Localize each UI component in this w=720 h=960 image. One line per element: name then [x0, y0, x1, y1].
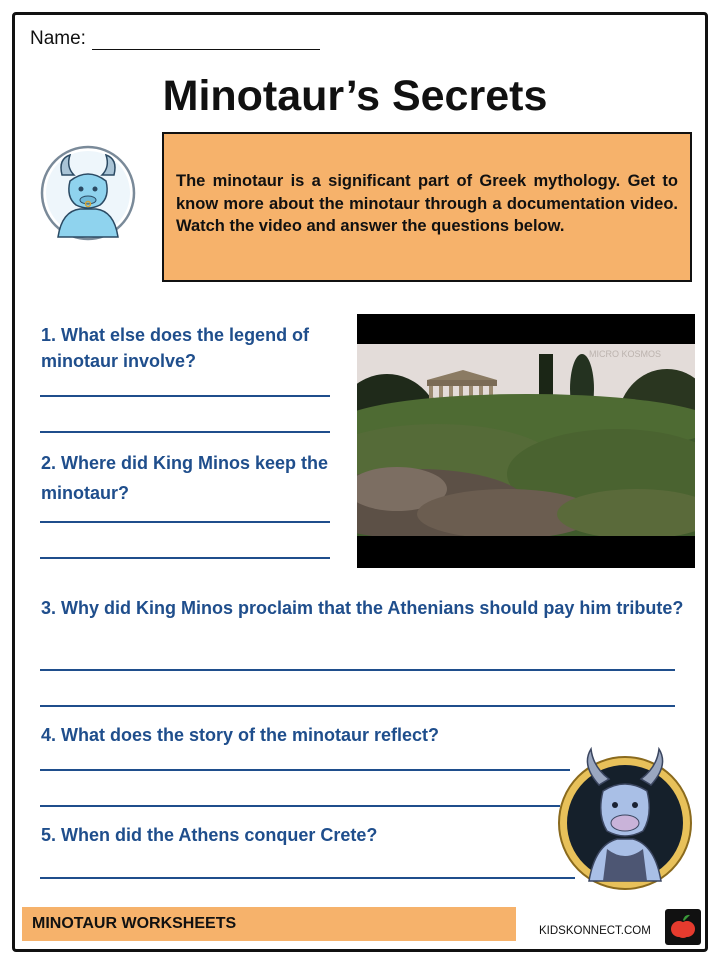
- answer-line[interactable]: [40, 769, 570, 771]
- question-2: 2. Where did King Minos keep the minotaur?: [41, 453, 329, 503]
- name-field[interactable]: [30, 28, 320, 50]
- intro-text: The minotaur is a significant part of Greek mythology. Get to know more about the minotaur through a documentation video. Watch the video and answer the questions below.: [176, 172, 678, 235]
- question-5: 5. When did the Athens conquer Crete?: [41, 825, 378, 845]
- name-line[interactable]: [92, 31, 320, 50]
- footer-label: MINOTAUR WORKSHEETS: [32, 915, 237, 932]
- video-watermark: MICRO KOSMOS: [589, 349, 662, 359]
- answer-line[interactable]: [40, 705, 675, 707]
- site-link[interactable]: KIDSKONNECT.COM: [539, 925, 651, 937]
- question-3: 3. Why did King Minos proclaim that the Athenians should pay him tribute?: [41, 598, 684, 618]
- answer-line[interactable]: [40, 877, 575, 879]
- question-4: 4. What does the story of the minotaur reflect?: [41, 725, 440, 745]
- answer-line[interactable]: [40, 521, 330, 523]
- intro-box: [162, 132, 692, 282]
- video-player[interactable]: [357, 314, 695, 568]
- answer-line[interactable]: [40, 431, 330, 433]
- answer-line[interactable]: [40, 805, 560, 807]
- video-frame: [357, 314, 695, 568]
- answer-line[interactable]: [40, 669, 675, 671]
- minotaur-badge-icon: [40, 145, 136, 241]
- minotaur-portrait-icon: [551, 745, 699, 893]
- page-title: Minotaur’s Secrets: [162, 72, 548, 120]
- apple-logo-box: [665, 909, 701, 945]
- name-label: Name:: [30, 28, 86, 49]
- apple-icon: [665, 909, 701, 945]
- question-1: 1. What else does the legend of minotaur involve?: [41, 325, 310, 371]
- answer-line[interactable]: [40, 557, 330, 559]
- answer-line[interactable]: [40, 395, 330, 397]
